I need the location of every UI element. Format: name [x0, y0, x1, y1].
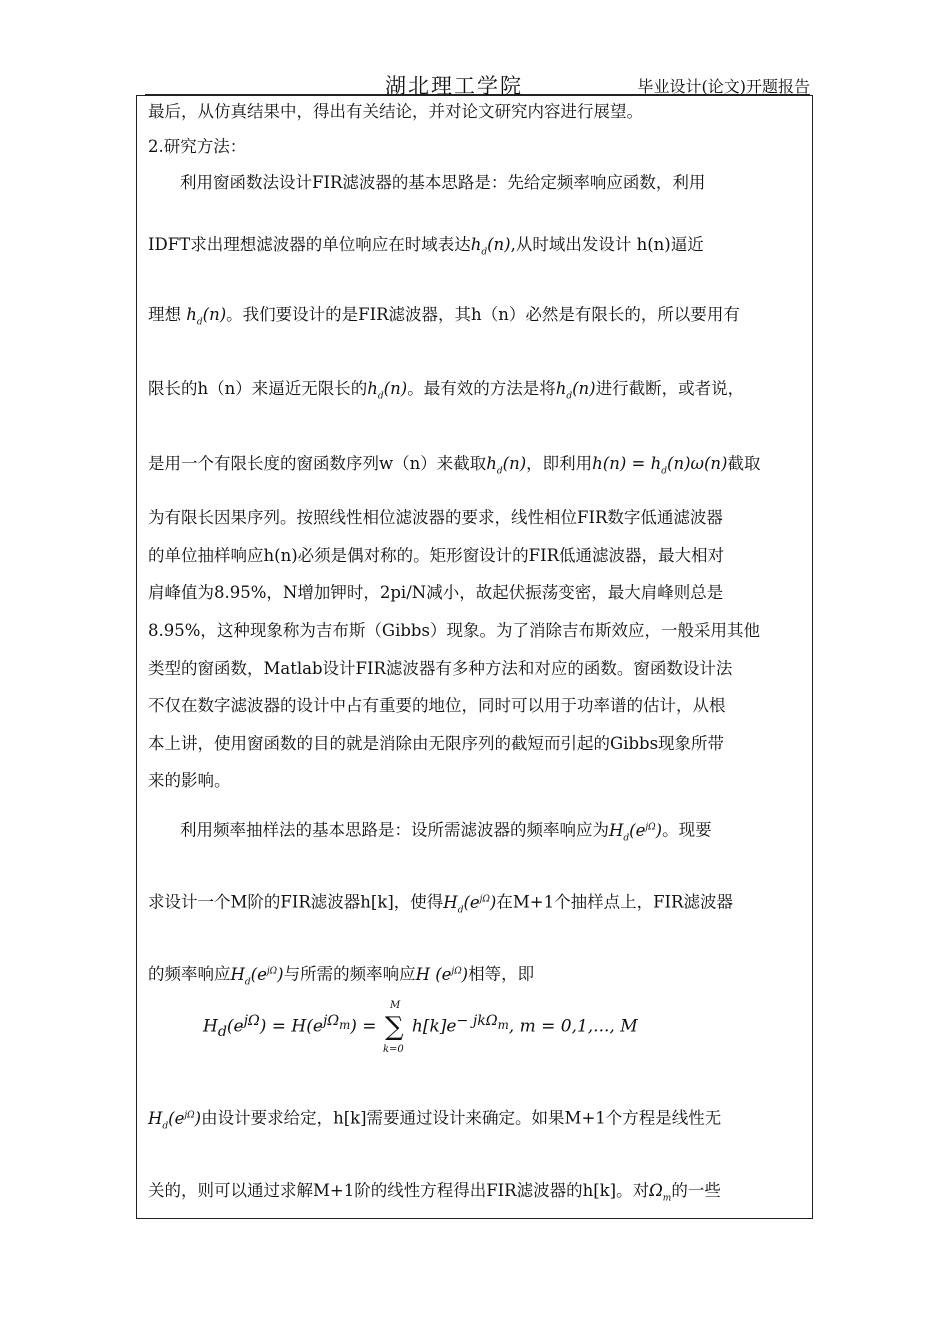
page-header — [145, 68, 810, 98]
formula-window-product: $h(n) = h_d(n)\omega(n)$ — [592, 454, 728, 477]
formula-H-ejOmega: H $(e^{j\Omega})$ — [415, 964, 469, 984]
text-line-9: 的单位抽样响应h(n)必须是偶对称的。矩形窗设计的FIR低通滤波器，最大相对 — [148, 546, 725, 565]
document-type: 毕业设计(论文)开题报告 — [637, 77, 810, 96]
formula-hd-n: $h_d(n)$ — [486, 454, 527, 477]
frequency-sampling-equation: $H_d(e^{j\Omega}) = H(e^{j\Omega_m})$ = M ∑ k=0 $h[k]e^{- jk\Omega_m}$, m = 0,1,..., M — [203, 1000, 638, 1055]
formula-Hd-ejOmega: $H_d(e^{j\Omega})$ — [230, 964, 284, 987]
text-line-3: 利用窗函数法设计FIR滤波器的基本思路是：先给定频率响应函数，利用 — [180, 173, 706, 192]
text-line-16: 利用频率抽样法的基本思路是：设所需滤波器的频率响应为$H_d(e^{j\Omega})$。现要 — [180, 820, 712, 843]
text-line-13: 不仅在数字滤波器的设计中占有重要的地位，同时可以用于功率谱的估计，从根 — [148, 696, 726, 715]
formula-hd-n: $h_d(n)$ — [555, 379, 596, 402]
formula-Hd-ejOmega: $H_d(e^{j\Omega})$ — [443, 892, 497, 915]
text-line-6: 限长的h（n）来逼近无限长的$h_d(n)$。最有效的方法是将$h_d(n)$进行截断，或者说， — [148, 379, 745, 402]
text-line-14: 本上讲，使用窗函数的目的就是消除由无限序列的截短而引起的Gibbs现象所带 — [148, 734, 725, 753]
text-line-8: 为有限长因果序列。按照线性相位滤波器的要求，线性相位FIR数字低通滤波器 — [148, 508, 723, 527]
summation-symbol: M ∑ k=0 — [382, 1000, 404, 1055]
formula-Omega-m: $\Omega_m$ — [649, 1181, 672, 1204]
text-line-15: 来的影响。 — [148, 771, 231, 790]
section-heading-methods: 2.研究方法： — [148, 137, 247, 156]
text-line-10: 肩峰值为8.95%，N增加钾时，2pi/N减小，故起伏振荡变密，最大肩峰则总是 — [148, 583, 724, 602]
text-line-12: 类型的窗函数，Matlab设计FIR滤波器有多种方法和对应的函数。窗函数设计法 — [148, 659, 733, 678]
formula-hd-n: $h_d(n)$ — [186, 305, 227, 328]
text-line-18: 的频率响应$H_d(e^{j\Omega})$与所需的频率响应H $(e^{j\Omega})$相等，即 — [148, 964, 535, 987]
formula-hd-n: $h_d(n)$ — [470, 235, 511, 258]
text-line-21: 关的，则可以通过求解M+1阶的线性方程得出FIR滤波器的h[k]。对$\Omega_m$的一些 — [148, 1181, 721, 1204]
formula-hd-n: $h_d(n)$ — [367, 379, 408, 402]
formula-Hd-ejOmega: $H_d(e^{j\Omega})$ — [609, 820, 663, 843]
text-line-11: 8.95%，这种现象称为吉布斯（Gibbs）现象。为了消除吉布斯效应，一般采用其他 — [148, 621, 760, 640]
text-line-17: 求设计一个M阶的FIR滤波器h[k]，使得$H_d(e^{j\Omega})$在M+1个抽样点上，FIR滤波器 — [148, 892, 733, 915]
school-name: 湖北理工学院 — [385, 74, 523, 98]
text-line-5: 理想 $h_d(n)$。我们要设计的是FIR滤波器，其h（n）必然是有限长的，所以要用有 — [148, 305, 740, 328]
content-frame — [136, 95, 813, 1219]
formula-Hd-ejOmega: $H_d(e^{j\Omega})$ — [148, 1108, 202, 1131]
text-line-7: 是用一个有限长度的窗函数序列w（n）来截取$h_d(n)$，即利用$h(n) = h_d(n)\omega(n)$截取 — [148, 454, 761, 477]
text-line-4: IDFT求出理想滤波器的单位响应在时域表达$h_d(n)$,从时域出发设计 h(n)逼近 — [148, 235, 704, 258]
text-line-20: $H_d(e^{j\Omega})$由设计要求给定，h[k]需要通过设计来确定。如果M+1个方程是线性无 — [148, 1108, 722, 1131]
text-line-1: 最后，从仿真结果中，得出有关结论，并对论文研究内容进行展望。 — [148, 102, 643, 121]
